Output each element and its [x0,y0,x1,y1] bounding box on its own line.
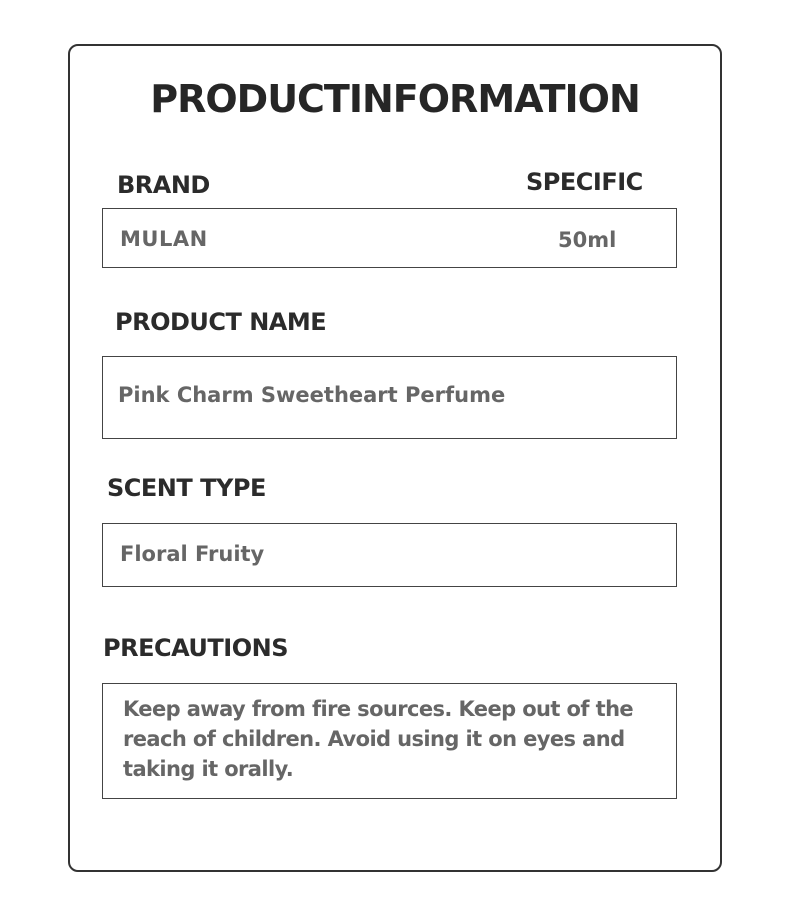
brand-value: MULAN [120,227,208,251]
specific-value: 50ml [558,228,617,252]
product-name-label: PRODUCT NAME [115,308,327,336]
scent-type-value: Floral Fruity [120,542,265,566]
scent-type-box [102,523,677,587]
precautions-box [102,683,677,799]
product-name-value: Pink Charm Sweetheart Perfume [118,383,506,407]
page-title: PRODUCTINFORMATION [150,77,640,121]
brand-label: BRAND [117,171,210,199]
product-name-box [102,356,677,439]
scent-type-label: SCENT TYPE [107,474,266,502]
precautions-label: PRECAUTIONS [103,634,288,662]
specific-label: SPECIFIC [526,168,643,196]
precautions-value: Keep away from fire sources. Keep out of the reach of children. Avoid using it on eyes and taking it orally. [123,697,634,781]
brand-specific-box [102,208,677,268]
